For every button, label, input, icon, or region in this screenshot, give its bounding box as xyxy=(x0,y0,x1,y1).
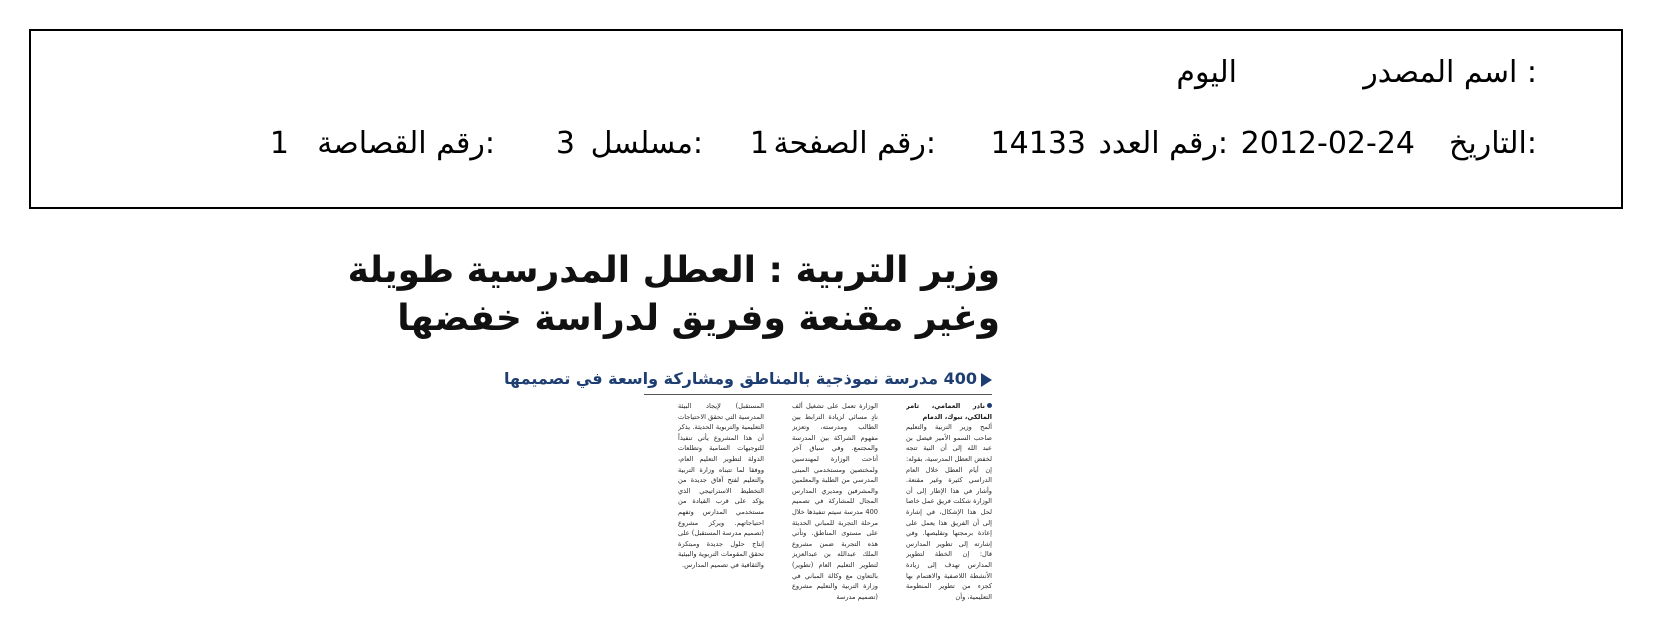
page-number-label: رقم الصفحة: xyxy=(773,126,936,161)
byline: نادر العمامي، ثامر المالكي، تبوك، الدمام xyxy=(906,402,992,421)
issue-label: رقم العدد: xyxy=(1098,126,1228,161)
subheadline-text: 400 مدرسة نموذجية بالمناطق ومشاركة واسعة في تصميمها xyxy=(504,369,977,388)
page-number-value: 1 xyxy=(749,126,769,161)
subheadline xyxy=(504,369,992,391)
issue-value: 14133 xyxy=(990,126,1086,161)
source-label: اسم المصدر : xyxy=(1363,55,1537,90)
serial-label: مسلسل: xyxy=(590,126,703,161)
triangle-marker-icon xyxy=(981,373,992,387)
source-value: اليوم xyxy=(1176,55,1237,90)
bullet-dot-icon xyxy=(987,403,992,408)
article-column-1 xyxy=(906,401,992,611)
newspaper-clipping xyxy=(347,245,1012,617)
article-column-2 xyxy=(792,401,878,611)
headline-line-2: وغير مقنعة وفريق لدراسة خفضها xyxy=(397,298,1000,339)
column-3-text: المستقبل) لإيجاد البيئة المدرسية التي تحقق الاحتياجات التعليمية والتربوية الحديثة. يذكر أن هذا المشروع يأتي تنفيذاً للتوجيهات السامية وتطلعات الدولة لتطوير التعليم العام، ووفقا لما تتبناه وزارة التربية والتعليم لفتح آفاق جديدة من التخطيط الاستراتيجي الذي يؤكد على قرب القيادة من مستخدمي المدارس وتفهم احتياجاتهم. ويركز مشروع (تصميم مدرسة المستقبل) على إنتاج حلول جديدة ومبتكرة تحقق المقومات التربوية والبيئية والثقافية في تصميم المدارس. xyxy=(678,402,764,569)
column-2-text: الوزارة تعمل على تشغيل ألف نادٍ مسائي لزيادة الترابط بين الطالب ومدرسته، وتعزيز مفهوم الشراكة بين المدرسة والمجتمع. وفي سياق آخر أتاحت الوزارة لمهندسين ولمختصين ومستخدمي المبنى المدرسي من الطلبة والمعلمين والمشرفين ومديري المدارس المجال للمشاركة في تصميم 400 مدرسة سيتم تنفيذها خلال مرحلة التجربة للمباني الحديثة على مستوى المناطق. وتأتي هذه التجربة ضمن مشروع الملك عبدالله بن عبدالعزيز لتطوير التعليم العام (تطوير) بالتعاون مع وكالة المباني في وزارة التربية والتعليم مشروع (تصميم مدرسة xyxy=(792,402,878,601)
headline-line-1: وزير التربية : العطل المدرسية طويلة xyxy=(347,250,1000,291)
clip-number-value: 1 xyxy=(269,126,289,161)
serial-value: 3 xyxy=(555,126,575,161)
subheadline-rule xyxy=(644,394,992,395)
date-label: التاريخ: xyxy=(1449,126,1537,161)
date-value: 2012-02-24 xyxy=(1240,126,1415,161)
column-1-text: ألمح وزير التربية والتعليم صاحب السمو الأمير فيصل بن عبد الله إلى أن النية تتجه لخفض العطل المدرسية، بقوله: إن أيام العطل خلال العام الدراسي كثيرة وغير مقنعة. وأشار في هذا الإطار إلى أن الوزارة شكلت فريق عمل خاصا لحل هذا الإشكال، في إشارة إلى أن الفريق هذا يعمل على إعادة برمجتها وتقليصها. وفي إشارته إلى تطوير المدارس قال: إن الخطة لتطوير المدارس تهدف إلى زيادة الأنشطة اللاصفية والاهتمام بها كجزء من تطوير المنظومة التعليمية، وأن xyxy=(906,423,992,601)
clip-number-label: رقم القصاصة: xyxy=(317,126,495,161)
article-column-3 xyxy=(678,401,764,611)
source-info-box xyxy=(29,29,1623,209)
